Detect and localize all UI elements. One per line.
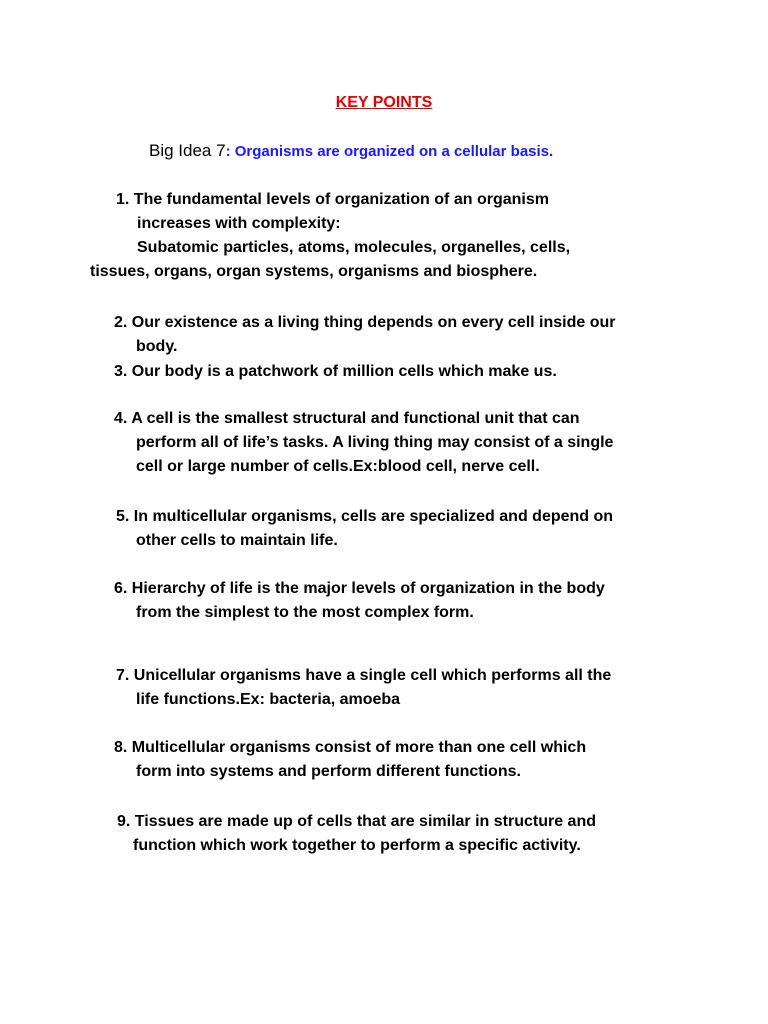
big-idea-label: Big Idea 7	[149, 141, 226, 160]
key-point-line: form into systems and perform different functions.	[136, 763, 521, 780]
key-point-line: other cells to maintain life.	[136, 532, 338, 549]
key-point-line: 1. The fundamental levels of organization of an organism	[116, 191, 549, 208]
key-point-line: body.	[136, 338, 178, 355]
page-title: KEY POINTS	[335, 94, 433, 111]
big-idea-heading	[149, 140, 553, 163]
key-point-line: 2. Our existence as a living thing depends on every cell inside our	[114, 314, 616, 331]
key-point-line: 8. Multicellular organisms consist of more than one cell which	[114, 739, 587, 756]
big-idea-statement: : Organisms are organized on a cellular basis.	[225, 143, 554, 160]
key-point-4	[114, 407, 613, 479]
key-point-line: perform all of life’s tasks. A living thing may consist of a single	[136, 434, 614, 451]
key-point-line: increases with complexity:	[137, 215, 341, 232]
key-point-line: 4. A cell is the smallest structural and functional unit that can	[114, 410, 580, 427]
key-point-8	[114, 736, 586, 784]
key-point-line: 7. Unicellular organisms have a single cell which performs all the	[116, 667, 612, 684]
key-point-line: tissues, organs, organ systems, organisms and biosphere.	[90, 263, 538, 280]
key-point-line: 6. Hierarchy of life is the major levels of organization in the body	[114, 580, 605, 597]
key-point-9	[117, 810, 596, 858]
key-point-3	[114, 360, 557, 384]
key-point-line: cell or large number of cells.Ex:blood cell, nerve cell.	[136, 458, 540, 475]
key-point-line: function which work together to perform a specific activity.	[133, 837, 581, 854]
key-point-line: 5. In multicellular organisms, cells are specialized and depend on	[116, 508, 614, 525]
key-point-5	[116, 505, 613, 553]
key-point-line: 9. Tissues are made up of cells that are similar in structure and	[117, 813, 596, 830]
key-point-line: Subatomic particles, atoms, molecules, organelles, cells,	[137, 239, 571, 256]
key-point-7	[116, 664, 611, 712]
key-point-1	[90, 188, 571, 284]
key-point-2	[114, 311, 616, 359]
key-point-6	[114, 577, 605, 625]
key-point-line: life functions.Ex: bacteria, amoeba	[136, 691, 401, 708]
key-point-line: 3. Our body is a patchwork of million cells which make us.	[114, 363, 557, 380]
key-point-line: from the simplest to the most complex form.	[136, 604, 474, 621]
